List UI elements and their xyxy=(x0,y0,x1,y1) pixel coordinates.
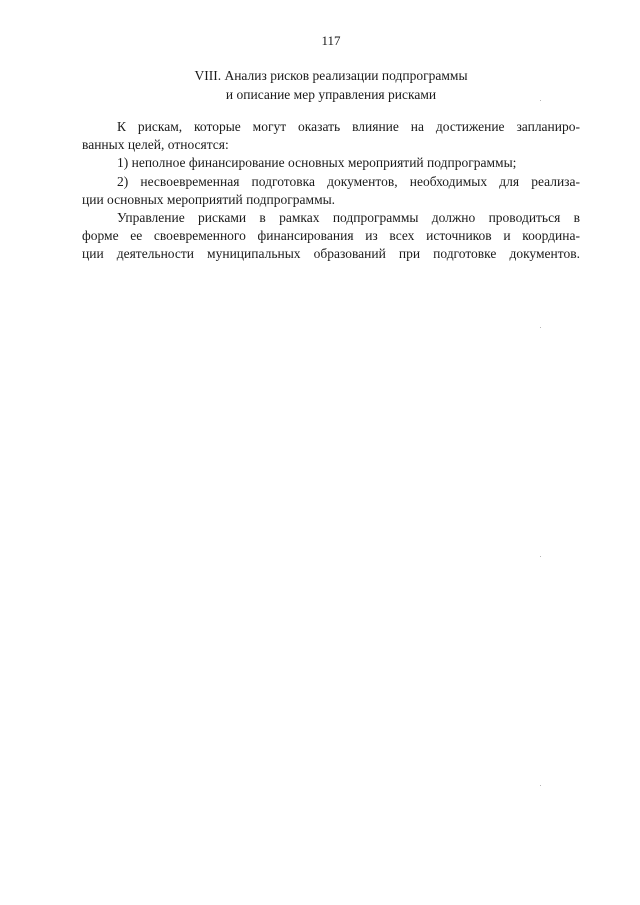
paragraph-1-line-1: К рискам, которые могут оказать влияние на достижение запланиро- xyxy=(117,119,580,134)
paragraph-2-line-3: ции деятельности муниципальных образований при подготовке документов. xyxy=(82,246,580,262)
section-title-line-2: и описание мер управления рисками xyxy=(225,87,437,102)
body-text xyxy=(82,118,580,264)
scan-speck xyxy=(540,100,541,101)
section-title-line-1: VIII. Анализ рисков реализации подпрограммы xyxy=(194,68,468,83)
scan-speck xyxy=(540,556,541,557)
paragraph-2-line-1: Управление рисками в рамках подпрограммы должно проводиться в xyxy=(117,210,580,226)
paragraph-2-line-2: форме ее своевременного финансирования из всех источников и координа- xyxy=(82,228,580,244)
list-item-2-line-2: ции основных мероприятий подпрограммы. xyxy=(82,191,336,207)
list-item-1: 1) неполное финансирование основных мероприятий подпрограммы; xyxy=(117,155,517,171)
scan-speck xyxy=(540,327,541,328)
paragraph-1-line-2: ванных целей, относятся: xyxy=(82,137,229,153)
scan-speck xyxy=(540,785,541,786)
list-item-2-line-1: 2) несвоевременная подготовка документов, необходимых для реализа- xyxy=(117,173,580,189)
page-number: 117 xyxy=(321,33,341,48)
section-title xyxy=(0,66,640,104)
